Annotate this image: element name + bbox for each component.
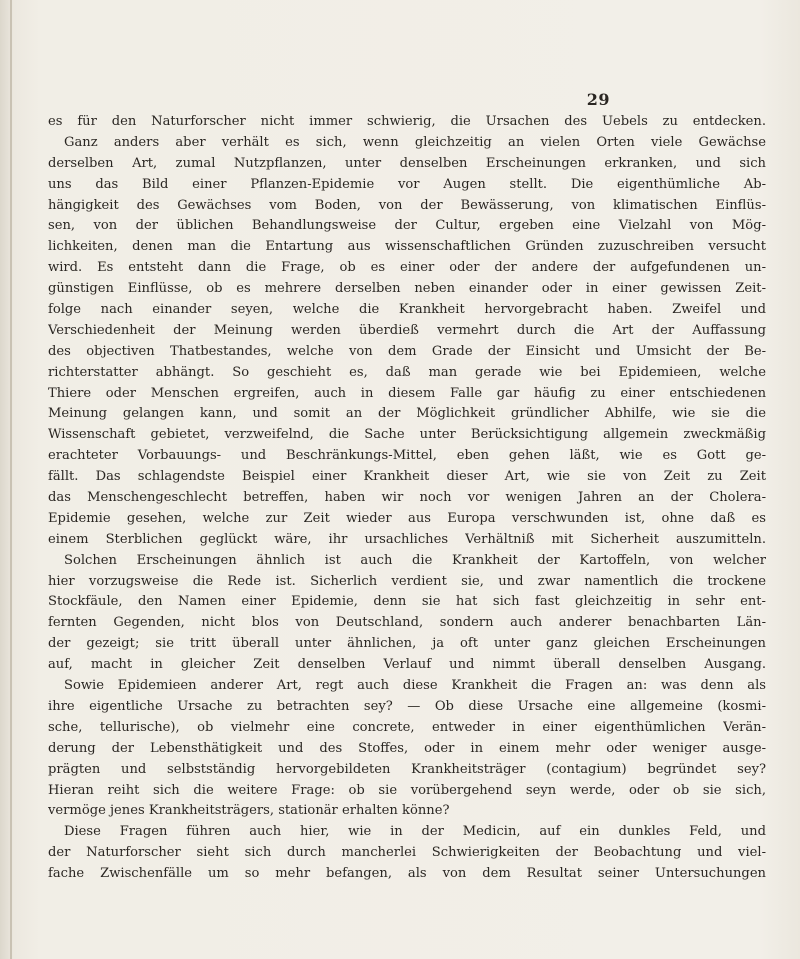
text-line: Thiere oder Menschen ergreifen, auch in diesem Falle gar häufig zu einer entschiedenen (48, 385, 766, 401)
text-line: Hieran reiht sich die weitere Frage: ob sie vorübergehend seyn werde, oder ob sie sich, (48, 782, 766, 798)
text-line: der Naturforscher sieht sich durch mancherlei Schwierigkeiten der Beobachtung und viel- (48, 845, 766, 861)
text-line: hängigkeit des Gewächses vom Boden, von der Bewässerung, von klimatischen Einflüs- (48, 197, 766, 213)
text-line: ihre eigentliche Ursache zu betrachten sey? — Ob diese Ursache eine allgemeine (kosmi- (48, 698, 766, 714)
text-line: Diese Fragen führen auch hier, wie in der Medicin, auf ein dunkles Feld, und (64, 824, 766, 840)
text-line: Meinung gelangen kann, und somit an der Möglichkeit gründlicher Abhilfe, wie sie die (48, 406, 766, 422)
text-line: richterstatter abhängt. So geschieht es, daß man gerade wie bei Epidemieen, welche (48, 364, 766, 380)
text-line: prägten und selbstständig hervorgebildeten Krankheitsträger (contagium) begründet sey? (48, 761, 766, 777)
text-line: der gezeigt; sie tritt überall unter ähnlichen, ja oft unter ganz gleichen Erscheinungen (48, 636, 766, 652)
text-line: uns das Bild einer Pflanzen-Epidemie vor Augen stellt. Die eigenthümliche Ab- (48, 176, 766, 192)
text-line: Wissenschaft gebietet, verzweifelnd, die Sache unter Berücksichtigung allgemein zweckmäßig (48, 427, 766, 443)
text-line: fache Zwischenfälle um so mehr befangen, als von dem Resultat seiner Untersuchungen (48, 866, 766, 882)
text-line: vermöge jenes Krankheitsträgers, stationär erhalten könne? (48, 803, 450, 819)
text-line: Solchen Erscheinungen ähnlich ist auch die Krankheit der Kartoffeln, von welcher (64, 552, 766, 568)
text-line: folge nach einander seyen, welche die Krankheit hervorgebracht haben. Zweifel und (48, 302, 766, 318)
text-line: sche, tellurische), ob vielmehr eine concrete, entweder in einer eigenthümlichen Verän- (48, 719, 766, 735)
text-line: fällt. Das schlagendste Beispiel einer Krankheit dieser Art, wie sie von Zeit zu Zeit (48, 469, 766, 485)
text-line: erachteter Vorbauungs- und Beschränkungs-Mittel, eben gehen läßt, wie es Gott ge- (48, 448, 766, 464)
text-line: das Menschengeschlecht betreffen, haben wir noch vor wenigen Jahren an der Cholera- (48, 490, 766, 506)
text-line: es für den Naturforscher nicht immer schwierig, die Ursachen des Uebels zu entdecken. (48, 114, 766, 129)
text-line: einem Sterblichen geglückt wäre, ihr ursachliches Verhältniß mit Sicherheit auszumitteln. (48, 531, 766, 547)
text-line: Epidemie gesehen, welche zur Zeit wieder aus Europa verschwunden ist, ohne daß es (48, 510, 766, 526)
text-line: fernten Gegenden, nicht blos von Deutschland, sondern auch anderer benachbarten Län- (48, 615, 766, 631)
body-text (48, 112, 766, 885)
text-line: des objectiven Thatbestandes, welche von dem Grade der Einsicht und Umsicht der Be- (48, 343, 766, 359)
text-line: günstigen Einflüsse, ob es mehrere derselben neben einander oder in einer gewissen Zeit- (48, 281, 766, 297)
page-number: 29 (586, 90, 610, 109)
text-line: derung der Lebensthätigkeit und des Stoffes, oder in einem mehr oder weniger ausge- (48, 740, 766, 756)
text-line: lichkeiten, denen man die Entartung aus wissenschaftlichen Gründen zuzuschreiben versucht (48, 239, 766, 255)
text-line: derselben Art, zumal Nutzpflanzen, unter denselben Erscheinungen erkranken, und sich (48, 155, 766, 171)
text-line: sen, von der üblichen Behandlungsweise der Cultur, ergeben eine Vielzahl von Mög- (48, 218, 766, 234)
text-line: Stockfäule, den Namen einer Epidemie, denn sie hat sich fast gleichzeitig in sehr ent- (48, 594, 766, 610)
text-line: wird. Es entsteht dann die Frage, ob es einer oder der andere der aufgefundenen un- (48, 260, 766, 276)
text-line: hier vorzugsweise die Rede ist. Sicherlich verdient sie, und zwar namentlich die trockene (48, 573, 766, 589)
page-gutter (10, 0, 12, 959)
text-line: Sowie Epidemieen anderer Art, regt auch diese Krankheit die Fragen an: was denn als (64, 678, 766, 694)
text-line: auf, macht in gleicher Zeit denselben Verlauf und nimmt überall denselben Ausgang. (48, 657, 766, 673)
text-line: Verschiedenheit der Meinung werden überdieß vermehrt durch die Art der Auffassung (48, 322, 766, 338)
text-line: Ganz anders aber verhält es sich, wenn gleichzeitig an vielen Orten viele Gewächse (64, 134, 766, 150)
